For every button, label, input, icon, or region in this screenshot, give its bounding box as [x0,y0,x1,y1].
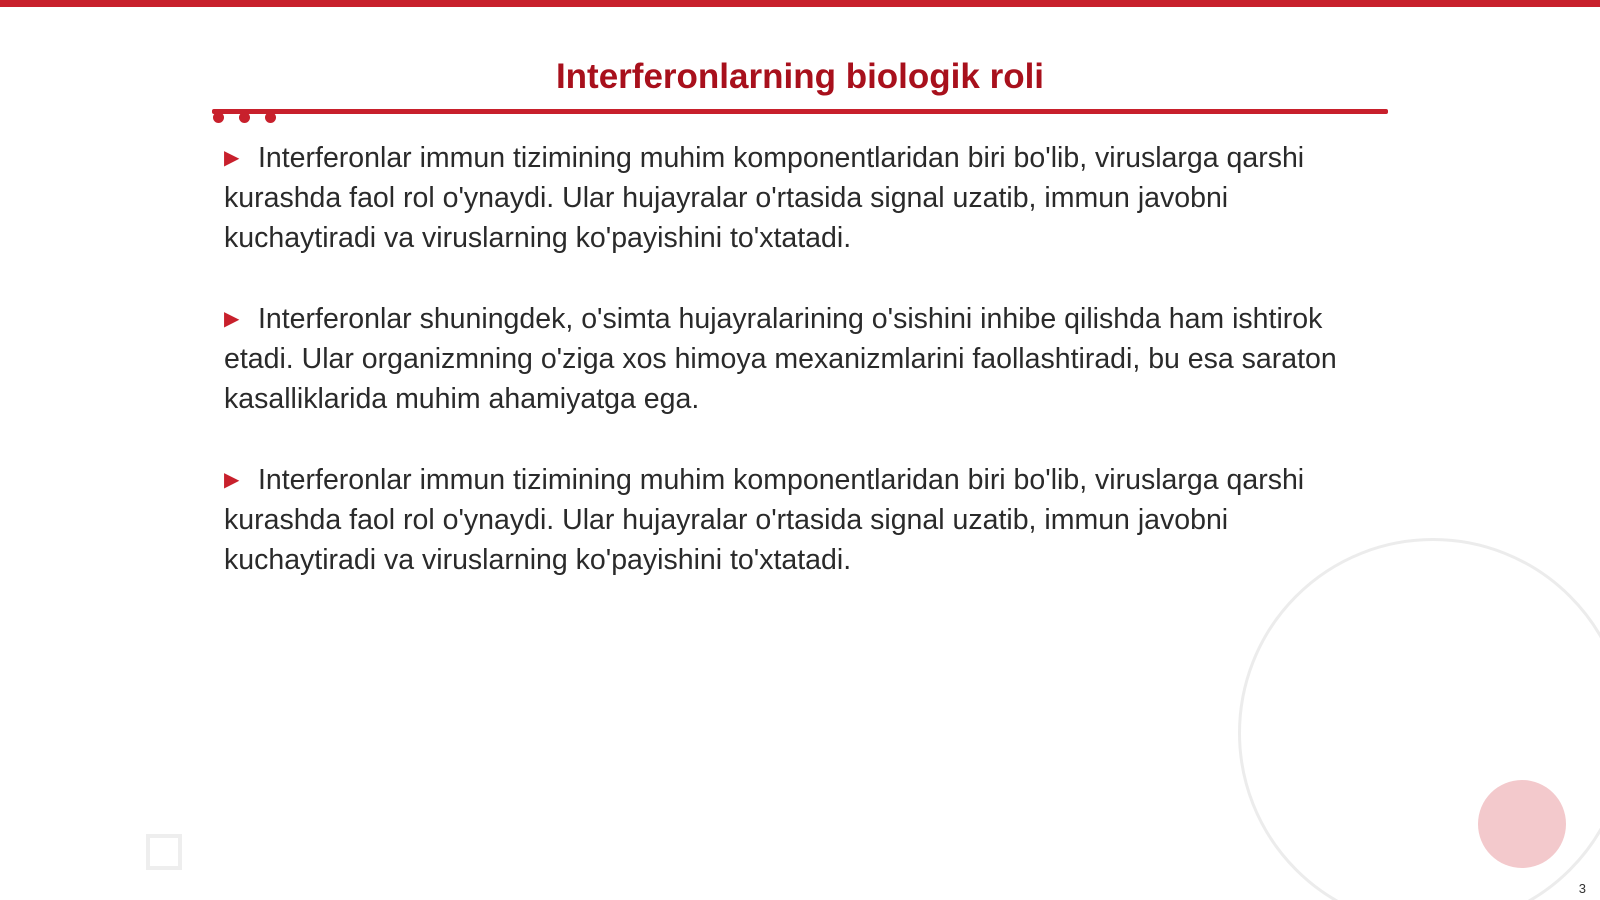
decorative-dot-icon [213,112,224,123]
bullet-arrow-icon: ▶ [224,308,240,330]
bullet-arrow-icon: ▶ [224,469,240,491]
bullet-text: Interferonlar immun tizimining muhim komponentlaridan biri bo'lib, viruslarga qarshi kurashda faol rol o'ynaydi. Ular hujayralar o'rtasida signal uzatib, immun javobni kuchaytiradi va viruslarning ko'payishini to'xtatadi. [224,464,1305,576]
title-underline [212,109,1388,114]
bullet-text: Interferonlar immun tizimining muhim komponentlaridan biri bo'lib, viruslarga qarshi kurashda faol rol o'ynaydi. Ular hujayralar o'rtasida signal uzatib, immun javobni kuchaytiradi va viruslarning ko'payishini to'xtatadi. [224,142,1305,254]
decorative-square [146,834,182,870]
bullet-item [224,138,1374,258]
bullet-text: Interferonlar shuningdek, o'simta hujayralarining o'sishini inhibe qilishda ham ishtirok etadi. Ular organizmning o'ziga xos himoya mexanizmlarini faollashtiradi, bu esa saraton kasalliklarida muhim ahamiyatga ega. [224,303,1337,415]
bullet-item [224,460,1374,580]
decorative-circle [1478,780,1566,868]
bullet-item [224,299,1374,419]
page-number: 3 [1578,881,1586,896]
top-accent-bar [0,0,1600,7]
bullet-arrow-icon: ▶ [224,147,240,169]
decorative-dot-icon [265,112,276,123]
bullet-list [224,138,1374,621]
slide-title: Interferonlarning biologik roli [555,57,1045,96]
decorative-dot-icon [239,112,250,123]
